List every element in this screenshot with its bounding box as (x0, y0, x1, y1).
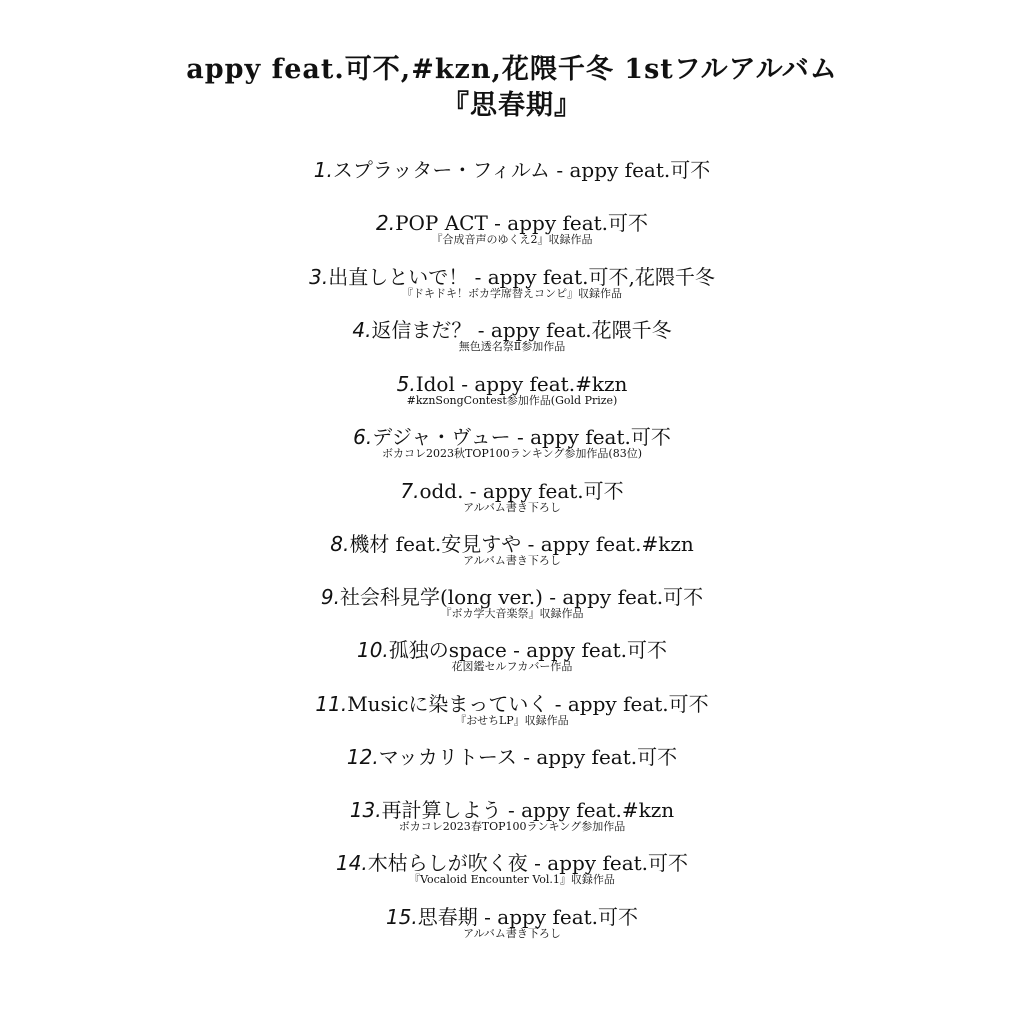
track-title: 出直しといで！ - appy feat.可不,花隈千冬 (328, 265, 715, 289)
track-number: 8. (330, 532, 350, 556)
track-number: 10. (356, 638, 389, 662)
track-item (0, 691, 1024, 728)
track-note: ボカコレ2023秋TOP100ランキング参加作品(83位) (382, 447, 642, 460)
track-title: Musicに染まっていく - appy feat.可不 (347, 692, 709, 716)
track-item (0, 157, 1024, 180)
track-title: スプラッター・フィルム - appy feat.可不 (332, 158, 711, 182)
track-title: 機材 feat.安見すや - appy feat.#kzn (349, 532, 694, 556)
track-number: 4. (352, 318, 372, 342)
track-number: 9. (320, 585, 340, 609)
track-note: #kznSongContest参加作品(Gold Prize) (406, 394, 618, 407)
track-title: Idol - appy feat.#kzn (415, 372, 628, 396)
track-item (0, 850, 1024, 887)
track-note: アルバム書き下ろし (463, 501, 561, 514)
track-number: 2. (375, 211, 396, 235)
track-note: 『Vocaloid Encounter Vol.1』収録作品 (409, 873, 615, 886)
track-title-line (0, 744, 1024, 770)
track-note: ボカコレ2023春TOP100ランキング参加作品 (398, 820, 626, 833)
track-item (0, 424, 1024, 461)
track-title: デジャ・ヴュー - appy feat.可不 (372, 425, 671, 449)
track-note: アルバム書き下ろし (463, 554, 561, 567)
album-name: 『思春期』 (442, 90, 582, 121)
track-title: 社会科見学(long ver.) - appy feat.可不 (339, 585, 704, 609)
track-item (0, 531, 1024, 568)
track-title: 再計算しよう - appy feat.#kzn (381, 798, 675, 822)
track-title-line (0, 157, 1024, 183)
track-title: マッカリトース - appy feat.可不 (378, 745, 678, 769)
track-item (0, 317, 1024, 354)
track-number: 3. (309, 265, 329, 289)
track-item (0, 371, 1024, 408)
track-number: 7. (400, 479, 420, 503)
track-number: 13. (349, 798, 382, 822)
album-title-line: appy feat.可不,#kzn,花隈千冬 1stフルアルバム (186, 54, 838, 85)
track-item (0, 637, 1024, 674)
track-title: 孤独のspace - appy feat.可不 (388, 638, 668, 662)
track-note: 『ボカ学大音楽祭』収録作品 (440, 607, 584, 620)
track-title: 返信まだ？ - appy feat.花隈千冬 (371, 318, 672, 342)
track-number: 14. (335, 851, 368, 875)
track-item (0, 478, 1024, 515)
track-number: 11. (315, 692, 348, 716)
track-number: 5. (396, 372, 416, 396)
track-title: 思春期 - appy feat.可不 (417, 905, 639, 929)
album-header (0, 52, 1024, 124)
track-note: 『合成音声のゆくえ2』収録作品 (431, 233, 593, 246)
track-note: 無色透名祭Ⅱ参加作品 (458, 340, 566, 353)
track-title: POP ACT - appy feat.可不 (395, 211, 649, 235)
track-item (0, 904, 1024, 941)
track-item (0, 264, 1024, 301)
track-number: 1. (313, 158, 333, 182)
track-item (0, 744, 1024, 767)
track-item (0, 210, 1024, 247)
track-note: 『おせちLP』収録作品 (455, 714, 569, 727)
track-title: 木枯らしが吹く夜 - appy feat.可不 (367, 851, 689, 875)
track-item (0, 797, 1024, 834)
track-number: 15. (385, 905, 418, 929)
track-note: 『ドキドキ！ボカ学席替えコンピ』収録作品 (402, 287, 622, 300)
track-item (0, 584, 1024, 621)
track-note: アルバム書き下ろし (463, 927, 561, 940)
track-number: 6. (353, 425, 373, 449)
track-note: 花図鑑セルフカバー作品 (451, 660, 573, 673)
track-number: 12. (346, 745, 379, 769)
track-title: odd. - appy feat.可不 (419, 479, 624, 503)
